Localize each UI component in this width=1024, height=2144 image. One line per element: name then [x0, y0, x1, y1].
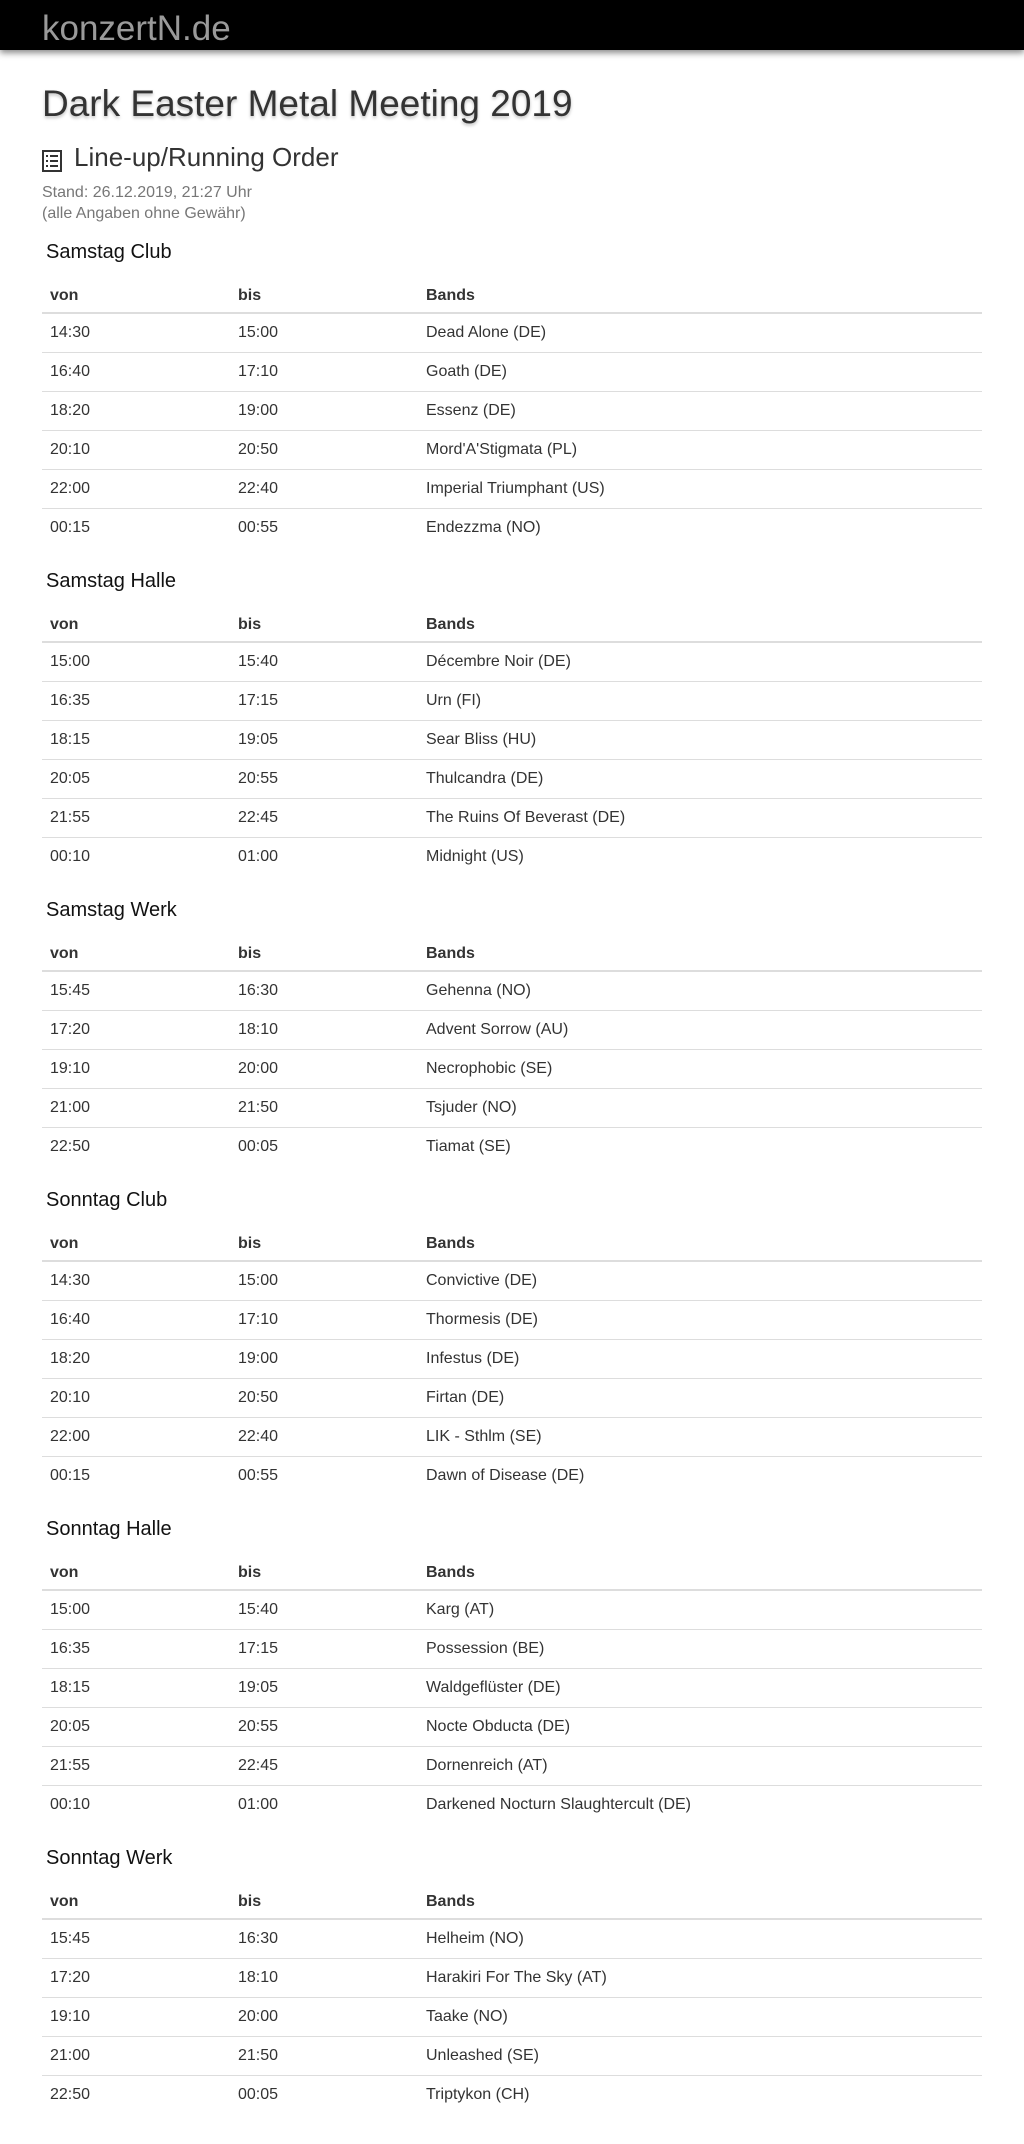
- table-header-row: [42, 1886, 982, 1919]
- table-row: [42, 1919, 982, 1959]
- end-time: 20:55: [230, 1708, 418, 1747]
- stand-date: Stand: 26.12.2019, 21:27 Uhr: [42, 184, 252, 201]
- table-row: [42, 1301, 982, 1340]
- section-title-text: Line-up/Running Order: [74, 142, 339, 172]
- schedule-table: [42, 1228, 982, 1495]
- band-name: Sear Bliss (HU): [418, 721, 982, 760]
- column-header-von: von: [42, 280, 230, 313]
- table-row: [42, 1786, 982, 1825]
- start-time: 16:35: [42, 1630, 230, 1669]
- start-time: 16:40: [42, 1301, 230, 1340]
- main-content: [0, 50, 1024, 2114]
- stage-section: [42, 1188, 982, 1495]
- table-row: [42, 721, 982, 760]
- table-row: [42, 838, 982, 877]
- start-time: 15:45: [42, 971, 230, 1011]
- table-row: [42, 1050, 982, 1089]
- column-header-bands: Bands: [418, 938, 982, 971]
- band-name: Thulcandra (DE): [418, 760, 982, 799]
- band-name: Possession (BE): [418, 1630, 982, 1669]
- start-time: 20:05: [42, 1708, 230, 1747]
- end-time: 00:05: [238, 1138, 279, 1155]
- band-name: Endezzma (NO): [426, 519, 541, 536]
- table-row: [42, 1418, 982, 1457]
- meta-info: [42, 182, 982, 224]
- start-time: 14:30: [42, 1261, 230, 1301]
- table-row: [42, 971, 982, 1011]
- table-row: [42, 642, 982, 682]
- end-time: 15:40: [230, 642, 418, 682]
- column-header-bis: bis: [230, 280, 418, 313]
- band-name: Tsjuder (NO): [418, 1089, 982, 1128]
- end-time: 00:55: [238, 1467, 279, 1484]
- stage-title: Samstag Club: [46, 241, 172, 263]
- end-time: 19:05: [230, 721, 418, 760]
- end-time: 17:15: [230, 682, 418, 721]
- table-row: [42, 313, 982, 353]
- start-time: 20:10: [42, 431, 230, 470]
- stages-list: [42, 240, 982, 2114]
- start-time: 16:40: [42, 353, 230, 392]
- table-row: [42, 1089, 982, 1128]
- page-title: Dark Easter Metal Meeting 2019: [42, 83, 573, 124]
- column-header-bis: bis: [230, 609, 418, 642]
- end-time: 22:45: [230, 1747, 418, 1786]
- band-name: Gehenna (NO): [418, 971, 982, 1011]
- stage-title: Samstag Halle: [46, 570, 177, 592]
- band-name: Goath (DE): [418, 353, 982, 392]
- table-row: [42, 1708, 982, 1747]
- start-time: 00:10: [50, 1796, 91, 1813]
- table-row: [42, 1261, 982, 1301]
- stage-title: Samstag Werk: [46, 899, 177, 921]
- band-name: Décembre Noir (DE): [418, 642, 982, 682]
- start-time: 19:10: [42, 1998, 230, 2037]
- navbar: [0, 0, 1024, 50]
- band-name: Dornenreich (AT): [418, 1747, 982, 1786]
- end-time: 01:00: [238, 848, 279, 865]
- band-name: Nocte Obducta (DE): [418, 1708, 982, 1747]
- table-header-row: [42, 609, 982, 642]
- end-time: 19:00: [230, 392, 418, 431]
- table-row: [42, 1630, 982, 1669]
- end-time: 16:30: [230, 971, 418, 1011]
- table-row: [42, 470, 982, 509]
- column-header-bands: Bands: [418, 1228, 982, 1261]
- start-time: 19:10: [42, 1050, 230, 1089]
- band-name: Dawn of Disease (DE): [426, 1467, 585, 1484]
- table-header-row: [42, 280, 982, 313]
- end-time: 17:10: [230, 353, 418, 392]
- column-header-von: von: [42, 938, 230, 971]
- band-name: The Ruins Of Beverast (DE): [418, 799, 982, 838]
- start-time: 18:20: [42, 392, 230, 431]
- start-time: 21:55: [42, 799, 230, 838]
- end-time: 19:00: [230, 1340, 418, 1379]
- disclaimer: (alle Angaben ohne Gewähr): [42, 205, 246, 222]
- band-name: Dead Alone (DE): [418, 313, 982, 353]
- band-name: Imperial Triumphant (US): [418, 470, 982, 509]
- end-time: 20:50: [230, 431, 418, 470]
- end-time: 15:40: [230, 1590, 418, 1630]
- column-header-bis: bis: [230, 1557, 418, 1590]
- stage-title: Sonntag Halle: [46, 1518, 172, 1540]
- start-time: 00:15: [50, 1467, 91, 1484]
- start-time: 21:00: [42, 1089, 230, 1128]
- start-time: 22:50: [50, 1138, 91, 1155]
- start-time: 21:00: [42, 2037, 230, 2076]
- band-name: Infestus (DE): [418, 1340, 982, 1379]
- end-time: 18:10: [230, 1959, 418, 1998]
- start-time: 22:50: [50, 2086, 91, 2103]
- band-name: Essenz (DE): [418, 392, 982, 431]
- end-time: 22:40: [230, 1418, 418, 1457]
- stage-title: Sonntag Werk: [46, 1847, 173, 1869]
- end-time: 20:55: [230, 760, 418, 799]
- table-row: [42, 1128, 982, 1167]
- band-name: Helheim (NO): [418, 1919, 982, 1959]
- column-header-von: von: [42, 609, 230, 642]
- table-row: [42, 1379, 982, 1418]
- stage-section: [42, 1517, 982, 1824]
- table-row: [42, 1959, 982, 1998]
- start-time: 17:20: [42, 1011, 230, 1050]
- column-header-von: von: [42, 1228, 230, 1261]
- schedule-table: [42, 1557, 982, 1824]
- table-row: [42, 1011, 982, 1050]
- band-name: Mord'A'Stigmata (PL): [418, 431, 982, 470]
- column-header-bis: bis: [230, 1886, 418, 1919]
- column-header-bands: Bands: [418, 1557, 982, 1590]
- start-time: 14:30: [42, 313, 230, 353]
- column-header-von: von: [42, 1886, 230, 1919]
- start-time: 18:15: [42, 1669, 230, 1708]
- end-time: 21:50: [230, 1089, 418, 1128]
- schedule-table: [42, 938, 982, 1166]
- end-time: 17:10: [230, 1301, 418, 1340]
- end-time: 20:00: [230, 1050, 418, 1089]
- band-name: Urn (FI): [418, 682, 982, 721]
- section-title: [42, 126, 982, 174]
- start-time: 00:10: [50, 848, 91, 865]
- list-icon: [42, 146, 62, 168]
- end-time: 21:50: [230, 2037, 418, 2076]
- start-time: 21:55: [42, 1747, 230, 1786]
- table-row: [42, 392, 982, 431]
- band-name: Darkened Nocturn Slaughtercult (DE): [426, 1796, 692, 1813]
- end-time: 00:05: [238, 2086, 279, 2103]
- end-time: 15:00: [230, 313, 418, 353]
- table-row: [42, 2037, 982, 2076]
- table-row: [42, 353, 982, 392]
- table-row: [42, 509, 982, 548]
- stage-title: Sonntag Club: [46, 1189, 168, 1211]
- brand-link[interactable]: konzertN.de: [42, 9, 231, 48]
- end-time: 16:30: [230, 1919, 418, 1959]
- band-name: Thormesis (DE): [418, 1301, 982, 1340]
- band-name: Midnight (US): [426, 848, 524, 865]
- start-time: 22:00: [42, 470, 230, 509]
- start-time: 18:20: [42, 1340, 230, 1379]
- table-row: [42, 1998, 982, 2037]
- start-time: 20:10: [42, 1379, 230, 1418]
- schedule-table: [42, 609, 982, 876]
- start-time: 22:00: [42, 1418, 230, 1457]
- band-name: Necrophobic (SE): [418, 1050, 982, 1089]
- start-time: 15:00: [42, 1590, 230, 1630]
- band-name: Firtan (DE): [418, 1379, 982, 1418]
- end-time: 17:15: [230, 1630, 418, 1669]
- band-name: Waldgeflüster (DE): [418, 1669, 982, 1708]
- table-header-row: [42, 938, 982, 971]
- table-row: [42, 2076, 982, 2115]
- end-time: 22:40: [230, 470, 418, 509]
- band-name: Unleashed (SE): [418, 2037, 982, 2076]
- column-header-von: von: [42, 1557, 230, 1590]
- end-time: 19:05: [230, 1669, 418, 1708]
- end-time: 00:55: [238, 519, 279, 536]
- end-time: 01:00: [238, 1796, 279, 1813]
- start-time: 15:45: [42, 1919, 230, 1959]
- end-time: 22:45: [230, 799, 418, 838]
- column-header-bis: bis: [230, 1228, 418, 1261]
- start-time: 18:15: [42, 721, 230, 760]
- end-time: 15:00: [230, 1261, 418, 1301]
- table-row: [42, 1457, 982, 1496]
- band-name: Taake (NO): [418, 1998, 982, 2037]
- column-header-bands: Bands: [418, 1886, 982, 1919]
- stage-section: [42, 1846, 982, 2114]
- stage-section: [42, 898, 982, 1166]
- band-name: Karg (AT): [418, 1590, 982, 1630]
- schedule-table: [42, 280, 982, 547]
- table-row: [42, 682, 982, 721]
- table-row: [42, 431, 982, 470]
- end-time: 18:10: [230, 1011, 418, 1050]
- start-time: 15:00: [42, 642, 230, 682]
- schedule-table: [42, 1886, 982, 2114]
- table-row: [42, 1590, 982, 1630]
- stage-section: [42, 240, 982, 547]
- stage-section: [42, 569, 982, 876]
- start-time: 00:15: [50, 519, 91, 536]
- start-time: 17:20: [42, 1959, 230, 1998]
- end-time: 20:00: [230, 1998, 418, 2037]
- table-row: [42, 1747, 982, 1786]
- band-name: Advent Sorrow (AU): [418, 1011, 982, 1050]
- column-header-bands: Bands: [418, 609, 982, 642]
- table-row: [42, 1669, 982, 1708]
- table-row: [42, 1340, 982, 1379]
- column-header-bands: Bands: [418, 280, 982, 313]
- band-name: LIK - Sthlm (SE): [418, 1418, 982, 1457]
- band-name: Convictive (DE): [418, 1261, 982, 1301]
- end-time: 20:50: [230, 1379, 418, 1418]
- band-name: Tiamat (SE): [426, 1138, 511, 1155]
- column-header-bis: bis: [230, 938, 418, 971]
- table-row: [42, 799, 982, 838]
- start-time: 16:35: [42, 682, 230, 721]
- start-time: 20:05: [42, 760, 230, 799]
- table-header-row: [42, 1228, 982, 1261]
- table-header-row: [42, 1557, 982, 1590]
- band-name: Harakiri For The Sky (AT): [418, 1959, 982, 1998]
- table-row: [42, 760, 982, 799]
- band-name: Triptykon (CH): [426, 2086, 530, 2103]
